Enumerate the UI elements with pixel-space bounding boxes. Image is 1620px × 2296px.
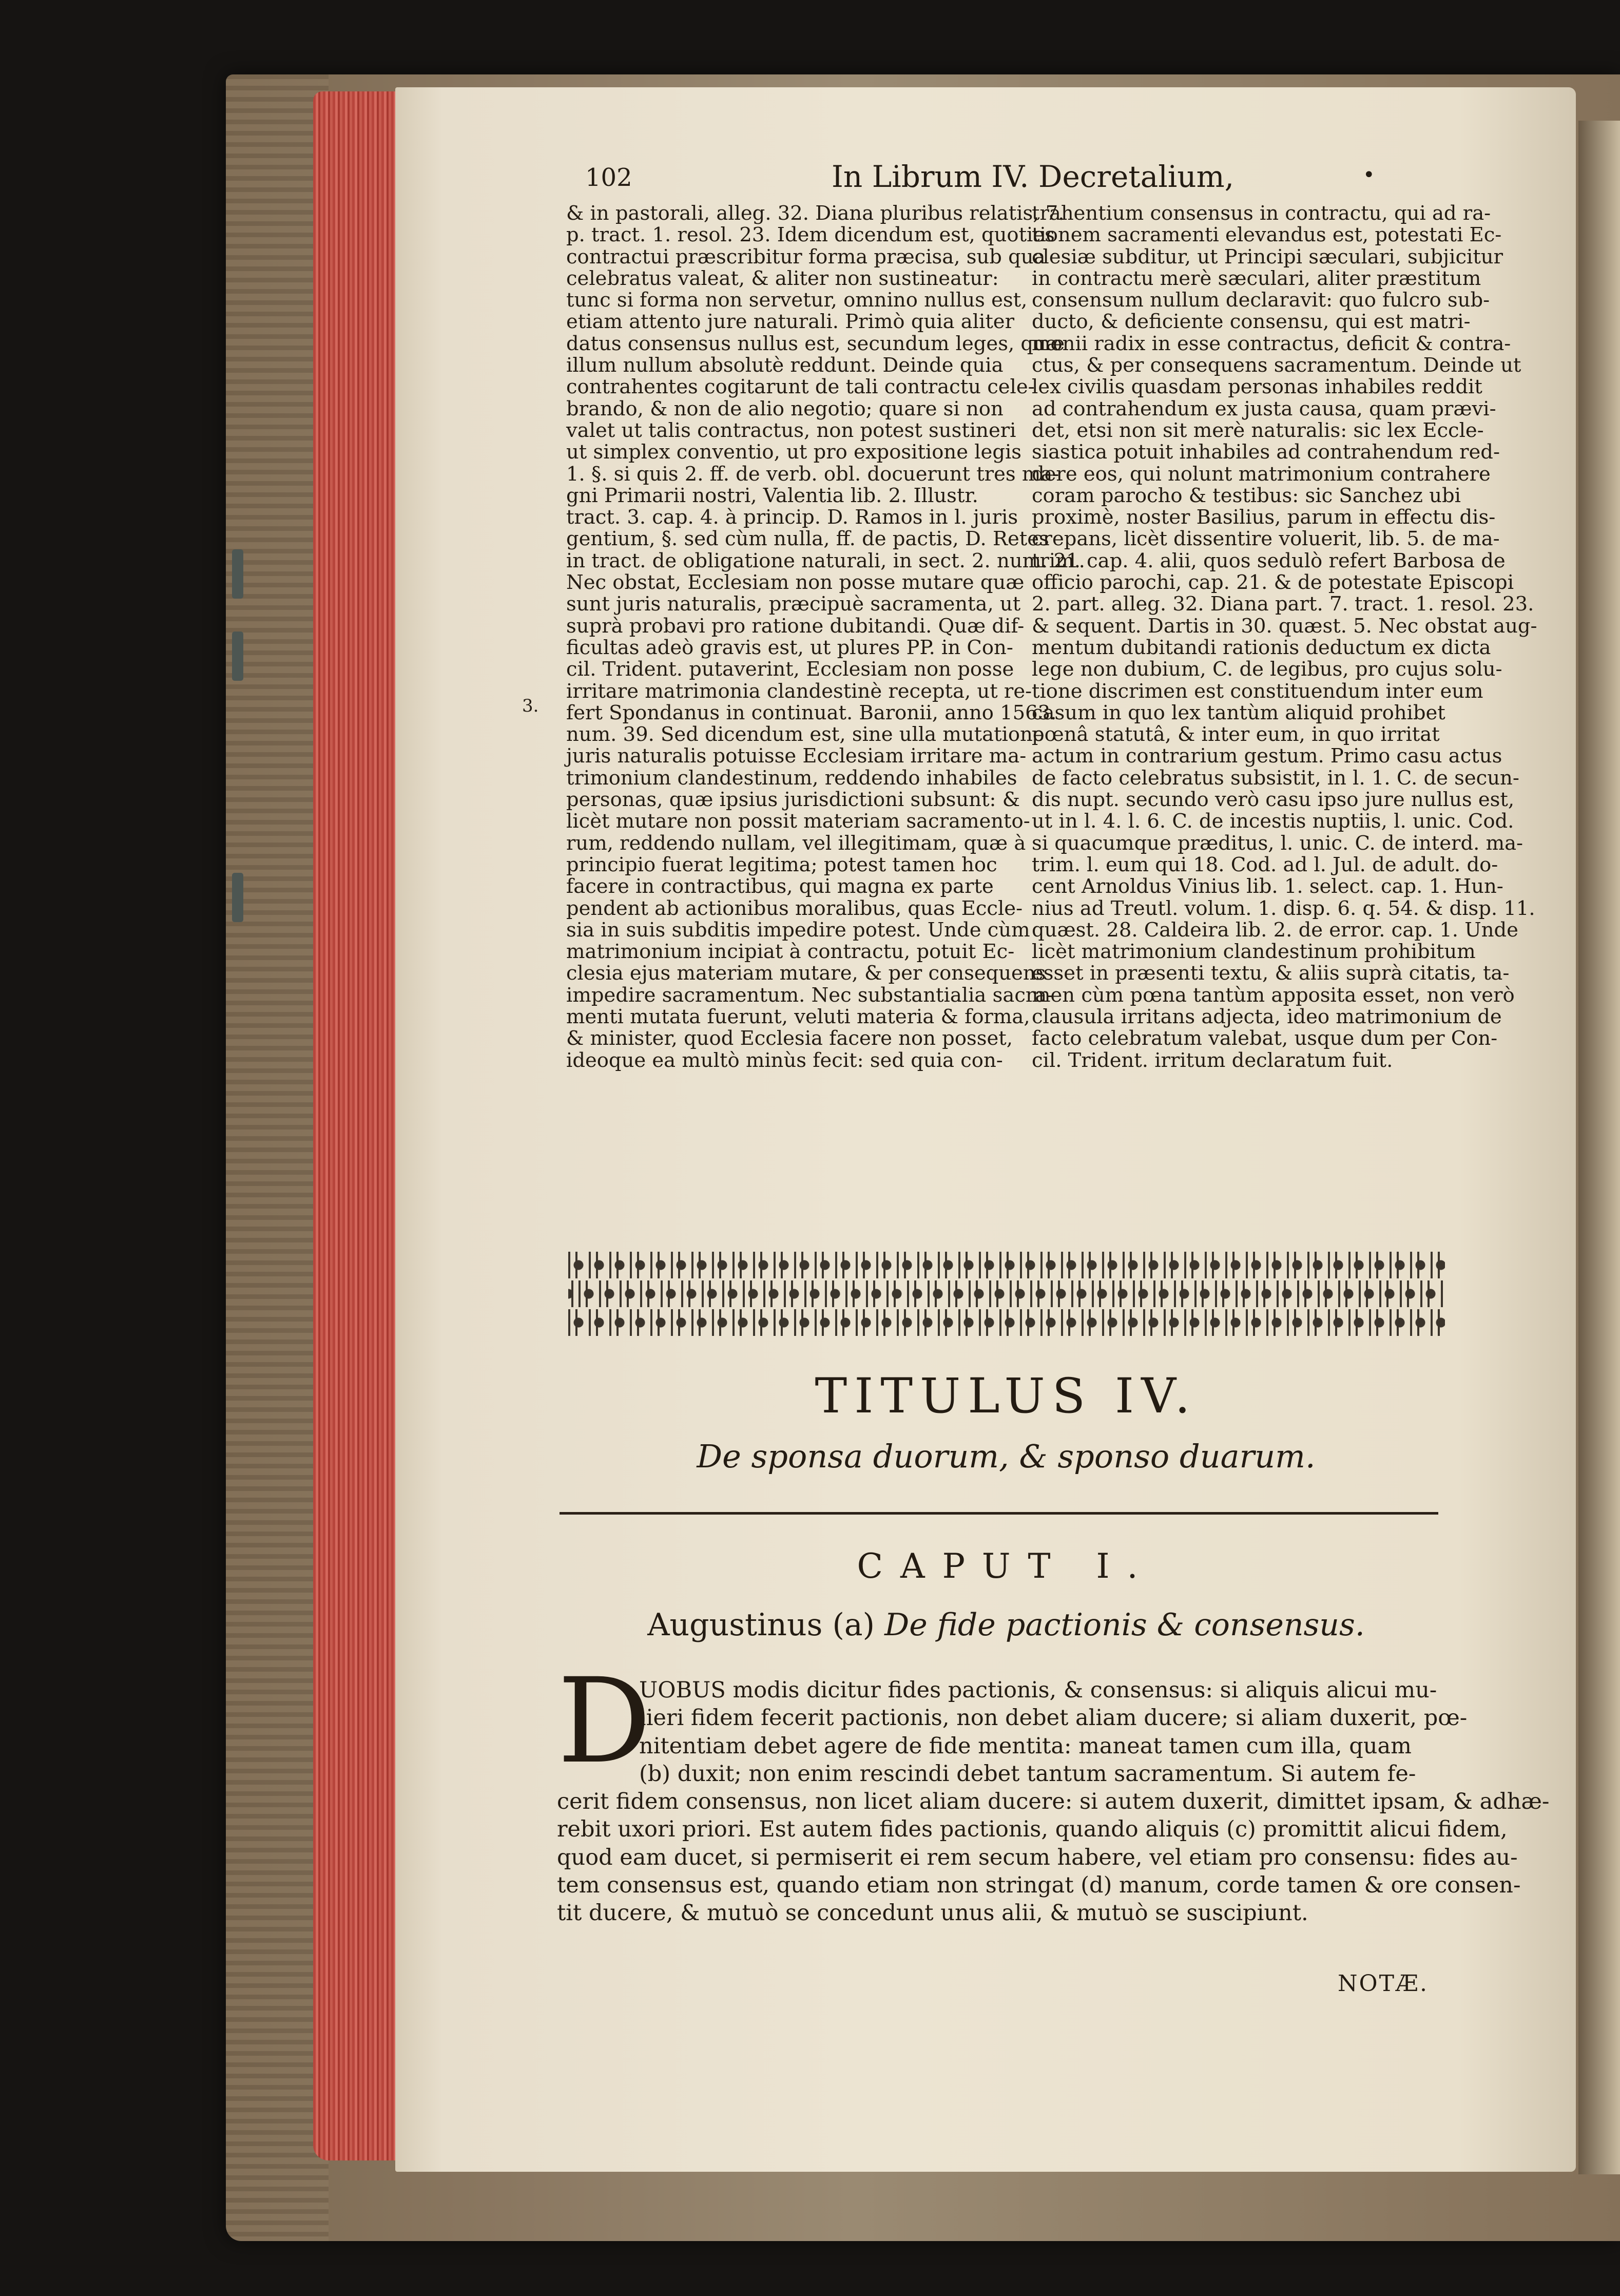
text-line: tunc si forma non servetur, omnino nullus est, [566,289,1028,312]
text-line: mentum dubitandi rationis deductum ex dicta [1032,636,1491,659]
text-line: fert Spondanus in continuat. Baronii, anno 1563. [566,701,1057,724]
text-line: licèt matrimonium clandestinum prohibitum [1032,940,1476,964]
text-line: proximè, noster Basilius, parum in effectu dis- [1032,506,1496,529]
text-line: casum in quo lex tantùm aliquid prohibet [1032,701,1445,724]
text-line: in contractu merè sæculari, aliter præstitum [1032,266,1481,290]
text-line: contrahentes cogitarunt de tali contractu cele- [566,375,1035,399]
head-mark: • [1363,163,1375,187]
text-line: lege non dubium, C. de legibus, pro cujus solu- [1032,658,1502,681]
text-line: quæst. 28. Caldeira lib. 2. de error. cap. 1. Unde [1032,918,1518,942]
text-line: cil. Trident. irritum declaratum fuit. [1032,1048,1393,1072]
body-line: quod eam ducet, si permiserit ei rem secum habere, vel etiam pro consensu: fides au- [557,1844,1518,1870]
text-line: celebratus valeat, & aliter non sustineatur: [566,266,999,290]
text-line: in tract. de obligatione naturali, in sect. 2. num. 21. [566,549,1085,572]
text-line: consensum nullum declaravit: quo fulcro sub- [1032,289,1490,312]
text-line: & in pastorali, alleg. 32. Diana pluribus relatis, 7. [566,202,1065,225]
binding-clasp [232,549,243,599]
text-line: trim. cap. 4. alii, quos sedulò refert Barbosa de [1032,549,1506,572]
text-line: sia in suis subditis impedire potest. Unde cùm [566,918,1030,942]
text-line: lex civilis quasdam personas inhabiles reddit [1032,375,1482,399]
body-text-full [557,1788,1549,1927]
text-line: trahentium consensus in contractu, qui ad ra- [1032,202,1491,225]
text-line: licèt mutare non possit materiam sacramento- [566,810,1030,833]
ornament-row [568,1252,1445,1278]
text-line: clesiæ subditur, ut Principi sæculari, subjicitur [1032,245,1503,269]
body-line: tit ducere, & mutuò se concedunt unus alii, & mutuò se suscipiunt. [557,1900,1308,1926]
body-line: lieri fidem fecerit pactionis, non debet aliam ducere; si aliam duxerit, pœ- [639,1705,1468,1731]
text-line: dere eos, qui nolunt matrimonium contrahere [1032,462,1491,486]
text-line: sunt juris naturalis, præcipuè sacramenta, ut [566,592,1021,616]
text-line: nius ad Treutl. volum. 1. disp. 6. q. 54. & disp. 11. [1032,896,1535,920]
text-line: principio fuerat legitima; potest tamen hoc [566,853,997,876]
running-head [585,159,1453,194]
text-line: si quacumque præditus, l. unic. C. de interd. ma- [1032,831,1523,855]
text-line: monii radix in esse contractus, deficit & contra- [1032,332,1511,355]
text-line: ducto, & deficiente consensu, qui est matri- [1032,310,1471,334]
text-line: rum, reddendo nullam, vel illegitimam, quæ à [566,831,1026,855]
body-line: rebit uxori priori. Est autem fides pactionis, quando aliquis (c) promittit alicui fidem, [557,1816,1508,1843]
body-line: UOBUS modis dicitur fides pactionis, & consensus: si aliquis alicui mu- [639,1677,1437,1703]
caput-subtitle [565,1607,1448,1643]
body-line: tem consensus est, quando etiam non stringat (d) manum, corde tamen & ore consen- [557,1872,1521,1898]
text-line: tionem sacramenti elevandus est, potestati Ec- [1032,223,1502,247]
text-line: contractui præscribitur forma præcisa, sub qua [566,245,1046,269]
text-line: pendent ab actionibus moralibus, quas Eccle- [566,896,1023,920]
text-line: matrimonium incipiat à contractu, potuit Ec- [566,940,1015,964]
text-line: officio parochi, cap. 21. & de potestate Episcopi [1032,571,1514,595]
text-line: siastica potuit inhabiles ad contrahendum red- [1032,441,1500,464]
text-line: p. tract. 1. resol. 23. Idem dicendum est, quoties [566,223,1055,247]
text-line: actum in contrarium gestum. Primo casu actus [1032,744,1502,768]
text-line: suprà probavi pro ratione dubitandi. Quæ dif- [566,614,1025,638]
text-line: & minister, quod Ecclesia facere non posset, [566,1027,1013,1050]
caput-heading: CAPUT I. [857,1546,1155,1586]
text-line: datus consensus nullus est, secundum leges, quæ [566,332,1065,355]
margin-number: 3. [522,696,539,716]
ornamental-band [568,1252,1445,1336]
body-line: nitentiam debet agere de fide mentita: maneat tamen cum illa, quam [639,1733,1412,1759]
text-line: det, etsi non sit merè naturalis: sic lex Eccle- [1032,418,1484,442]
text-line: ctus, & per consequens sacramentum. Deinde ut [1032,354,1521,377]
page-number: 102 [585,163,632,192]
text-line: gentium, §. sed cùm nulla, ff. de pactis, D. Retes [566,527,1049,551]
text-line: cent Arnoldus Vinius lib. 1. select. cap. 1. Hun- [1032,875,1503,898]
text-line: crepans, licèt dissentire voluerit, lib. 5. de ma- [1032,527,1500,551]
body-line: (b) duxit; non enim rescindi debet tantum sacramentum. Si autem fe- [639,1761,1416,1787]
text-line: brando, & non de alio negotio; quare si non [566,397,1004,420]
text-line: tract. 3. cap. 4. à princip. D. Ramos in l. juris [566,506,1018,529]
text-line: esset in præsenti textu, & aliis suprà citatis, ta- [1032,962,1510,985]
running-title: In Librum IV. Decretalium, [832,159,1235,194]
heading-rule [560,1512,1438,1515]
text-line: facere in contractibus, qui magna ex parte [566,875,994,898]
text-line: ut simplex conventio, ut pro expositione legis [566,441,1022,464]
text-line: ad contrahendum ex justa causa, quam prævi- [1032,397,1496,420]
text-line: illum nullum absolutè reddunt. Deinde quia [566,354,1004,377]
text-line: gni Primarii nostri, Valentia lib. 2. Illustr. [566,484,978,507]
titulus-subtitle: De sponsa duorum, & sponso duarum. [697,1438,1316,1475]
text-line: pœnâ statutâ, & inter eum, in quo irritat [1032,723,1440,747]
text-line: tione discrimen est constituendum inter eum [1032,679,1483,703]
text-line: men cùm pœna tantùm apposita esset, non verò [1032,983,1515,1007]
left-column [566,202,1085,1072]
text-line: ficultas adeò gravis est, ut plures PP. in Con- [566,636,1013,659]
binding-clasp [232,632,243,681]
ornament-row [568,1309,1445,1336]
drop-cap: D [557,1653,651,1789]
text-line: irritare matrimonia clandestinè recepta, ut re- [566,679,1032,703]
red-page-edges [313,91,406,2160]
text-line: & sequent. Dartis in 30. quæst. 5. Nec obstat aug- [1032,614,1537,638]
right-column [1032,202,1537,1072]
text-line: ut in l. 4. l. 6. C. de incestis nuptiis, l. unic. Cod. [1032,810,1514,833]
text-line: cil. Trident. putaverint, Ecclesiam non posse [566,658,1014,681]
text-line: trimonium clandestinum, reddendo inhabiles [566,766,1017,790]
text-line: trim. l. eum qui 18. Cod. ad l. Jul. de adult. do- [1032,853,1498,876]
text-line: dis nupt. secundo verò casu ipso jure nullus est, [1032,788,1515,812]
binding-clasp [232,873,243,922]
text-line: impedire sacramentum. Nec substantialia sacra- [566,983,1054,1007]
text-line: personas, quæ ipsius jurisdictioni subsunt: & [566,788,1020,812]
text-line: valet ut talis contractus, non potest sustineri [566,418,1016,442]
text-line: 2. part. alleg. 32. Diana part. 7. tract. 1. resol. 23. [1032,592,1534,616]
text-line: juris naturalis potuisse Ecclesiam irritare ma- [566,744,1027,768]
body-line: cerit fidem consensus, non licet aliam ducere: si autem duxerit, dimittet ipsam, & adhæ- [557,1789,1550,1814]
caput-title: De fide pactionis & consensus. [884,1607,1365,1643]
body-text-indented [639,1676,1467,1788]
text-line: etiam attento jure naturali. Primò quia aliter [566,310,1014,334]
text-line: clausula irritans adjecta, ideo matrimonium de [1032,1005,1502,1028]
text-line: menti mutata fuerunt, veluti materia & forma, [566,1005,1030,1028]
caput-author: Augustinus (a) [647,1607,875,1643]
text-line: ideoque ea multò minùs fecit: sed quia con- [566,1048,1003,1072]
text-line: facto celebratum valebat, usque dum per Con- [1032,1027,1498,1050]
text-line: num. 39. Sed dicendum est, sine ulla mutatione [566,723,1045,747]
catchword: NOTÆ. [1338,1970,1429,1997]
titulus-heading: TITULUS IV. [815,1368,1198,1424]
text-line: de facto celebratus subsistit, in l. 1. C. de secun- [1032,766,1519,790]
text-line: coram parocho & testibus: sic Sanchez ubi [1032,484,1461,507]
text-line: 1. §. si quis 2. ff. de verb. obl. docuerunt tres ma- [566,462,1059,486]
text-line: Nec obstat, Ecclesiam non posse mutare quæ [566,571,1025,595]
text-line: clesia ejus materiam mutare, & per consequens [566,962,1046,985]
facing-page-edge [1578,121,1620,2174]
ornament-row [568,1280,1445,1307]
